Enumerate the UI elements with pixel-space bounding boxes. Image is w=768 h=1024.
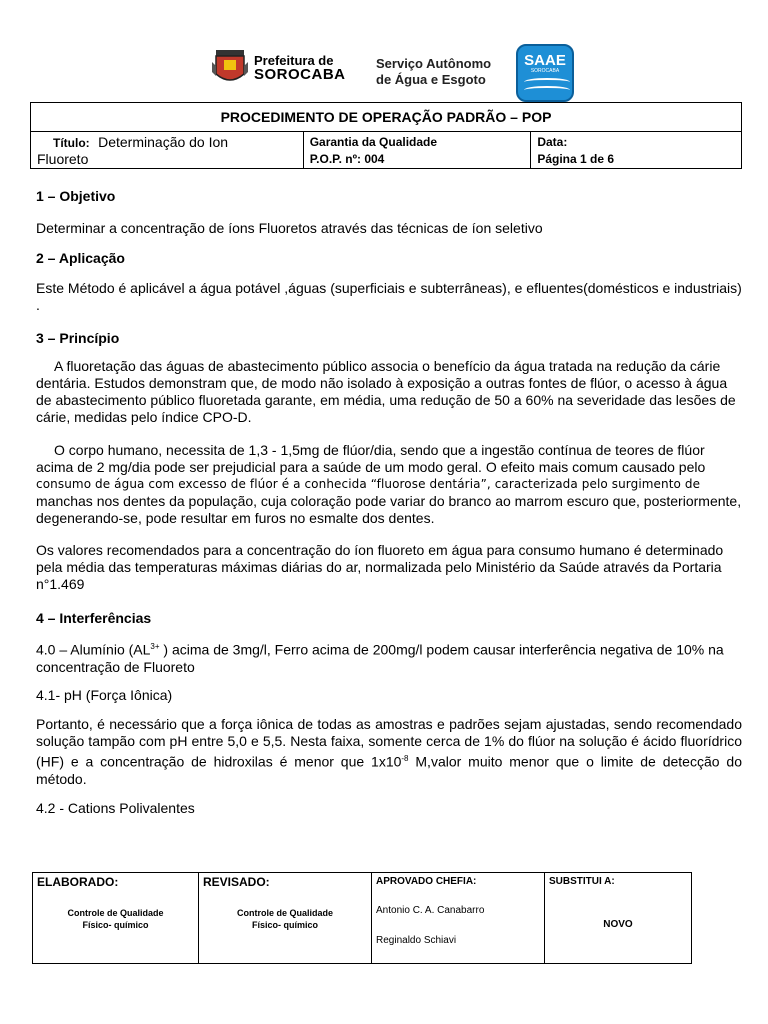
titulo-value-1: Determinação do Ion	[98, 134, 229, 150]
sorocaba-crest-icon	[210, 48, 250, 88]
s4-0-pre: 4.0 – Alumínio (AL	[36, 641, 151, 658]
section-4-2-title: 4.2 - Cations Polivalentes	[36, 800, 195, 816]
section-3-title: 3 – Princípio	[36, 330, 120, 346]
titulo-value-2: Fluoreto	[37, 151, 89, 167]
section-1-title: 1 – Objetivo	[36, 188, 116, 204]
aprovado-cell	[372, 873, 545, 964]
saae-name	[376, 56, 491, 88]
s4-0-post: ) acima de 3mg/l, Ferro acima de 200mg/l podem causar interferência negativa de 10% na concentração de Fluoreto	[36, 641, 724, 675]
page-indicator: Página 1 de 6	[537, 152, 615, 166]
garantia-label: Garantia da Qualidade	[309, 135, 438, 149]
header-logos	[208, 42, 566, 104]
elaborado-line1: Controle de Qualidade	[67, 908, 164, 918]
section-1-text: Determinar a concentração de íons Fluoretos através das técnicas de íon seletivo	[36, 220, 543, 236]
s4-0-sup: 3+	[150, 642, 160, 651]
section-4-1-title: 4.1- pH (Força Iônica)	[36, 687, 173, 703]
elaborado-body	[33, 907, 198, 931]
elaborado-line2: Físico- químico	[82, 920, 149, 930]
pop-number: P.O.P. nº: 004	[309, 152, 385, 166]
section-3-paragraph-3: Os valores recomendados para a concentração do íon fluoreto em água para consumo humano é determinado pela média das temperaturas máximas diárias do ar, normalizada pelo Ministério da Saúde através da Portaria n°1.469	[36, 542, 724, 592]
revisado-cell	[199, 873, 372, 964]
saae-badge-sub: SOROCABA	[530, 68, 560, 74]
substitui-label: SUBSTITUI A:	[549, 876, 615, 887]
section-3-paragraph-2	[36, 442, 742, 527]
substitui-value: NOVO	[603, 919, 633, 930]
saae-line1: Serviço Autônomo	[376, 56, 492, 71]
data-cell	[531, 132, 742, 169]
section-2-text: Este Método é aplicável a água potável ,águas (superficiais e subterrâneas), e efluentes(domésticos e industriais) .	[36, 280, 742, 313]
saae-logo-icon	[516, 44, 574, 102]
section-3-p2-part-c: manchas nos dentes da população, cuja coloração pode variar do branco ao marrom escuro que, posteriormente, degenerando-se, pode resultar em furos no esmalte dos dentes.	[36, 493, 742, 526]
data-label: Data:	[537, 135, 568, 149]
prefeitura-line1: Prefeitura de	[254, 53, 334, 68]
s4-1-sup: -8	[401, 754, 409, 763]
section-4-0-text	[36, 638, 742, 676]
approval-table	[32, 872, 692, 964]
document-header-table	[30, 102, 742, 169]
titulo-label: Título:	[53, 136, 90, 150]
section-3-paragraph-1: A fluoretação das águas de abastecimento público associa o benefício da água tratada na redução da cárie dentária. Estudos demonstram que, de modo não isolado à exposição a outras fontes de flúor, o acesso à água de abastecimento público fluoretada garante, em média, uma redução de 50 a 60% na severidade das lesões de cárie, medidas pelo índice CPO-D.	[36, 358, 736, 425]
prefeitura-line2: SOROCABA	[254, 66, 346, 83]
wave-icon	[524, 86, 570, 94]
saae-badge-word: SAAE	[524, 52, 566, 69]
wave-icon	[524, 78, 570, 86]
section-3-p2-part-a: O corpo humano, necessita de 1,3 - 1,5mg de flúor/dia, sendo que a ingestão contínua de teores de flúor acima de 2 mg/dia pode ser prejudicial para a saúde de um modo geral. O efeito mais comum causado pelo	[36, 442, 706, 475]
garantia-cell	[303, 132, 531, 169]
section-2-title: 2 – Aplicação	[36, 250, 125, 266]
aprovado-label: APROVADO CHEFIA:	[376, 876, 477, 887]
revisado-label: REVISADO:	[203, 875, 270, 889]
prefeitura-name	[254, 54, 346, 82]
revisado-line1: Controle de Qualidade	[236, 908, 333, 918]
elaborado-cell	[33, 873, 199, 964]
prefeitura-logo	[208, 48, 378, 88]
revisado-line2: Físico- químico	[251, 920, 318, 930]
section-4-1-text	[36, 716, 742, 788]
section-3-p2-part-b: consumo de água com excesso de flúor é a conhecida “fluorose dentária”, caracterizada pelo surgimento de	[36, 477, 701, 491]
substitui-cell	[545, 873, 692, 964]
elaborado-label: ELABORADO:	[37, 875, 119, 889]
aprovado-name-2: Reginaldo Schiavi	[376, 935, 457, 946]
pop-title: PROCEDIMENTO DE OPERAÇÃO PADRÃO – POP	[31, 103, 742, 132]
aprovado-name-1: Antonio C. A. Canabarro	[376, 905, 485, 916]
revisado-body	[199, 907, 371, 931]
section-4-title: 4 – Interferências	[36, 610, 152, 626]
titulo-cell	[31, 132, 304, 169]
s4-1-pre: Portanto, é necessário que a força iônica de todas as amostras e padrões sejam ajustadas, sendo recomendado solução tampão com pH entre 5,0 e 5,5. Nesta faixa, somente cerca de 1% do flúor na solução é ácido fluorídrico (HF) e a concentração de hidroxilas é menor que 1x10	[36, 716, 742, 770]
s4-1-post: M,valor muito menor que o limite de detecção do método.	[36, 753, 742, 787]
saae-line2: de Água e Esgoto	[376, 72, 486, 87]
